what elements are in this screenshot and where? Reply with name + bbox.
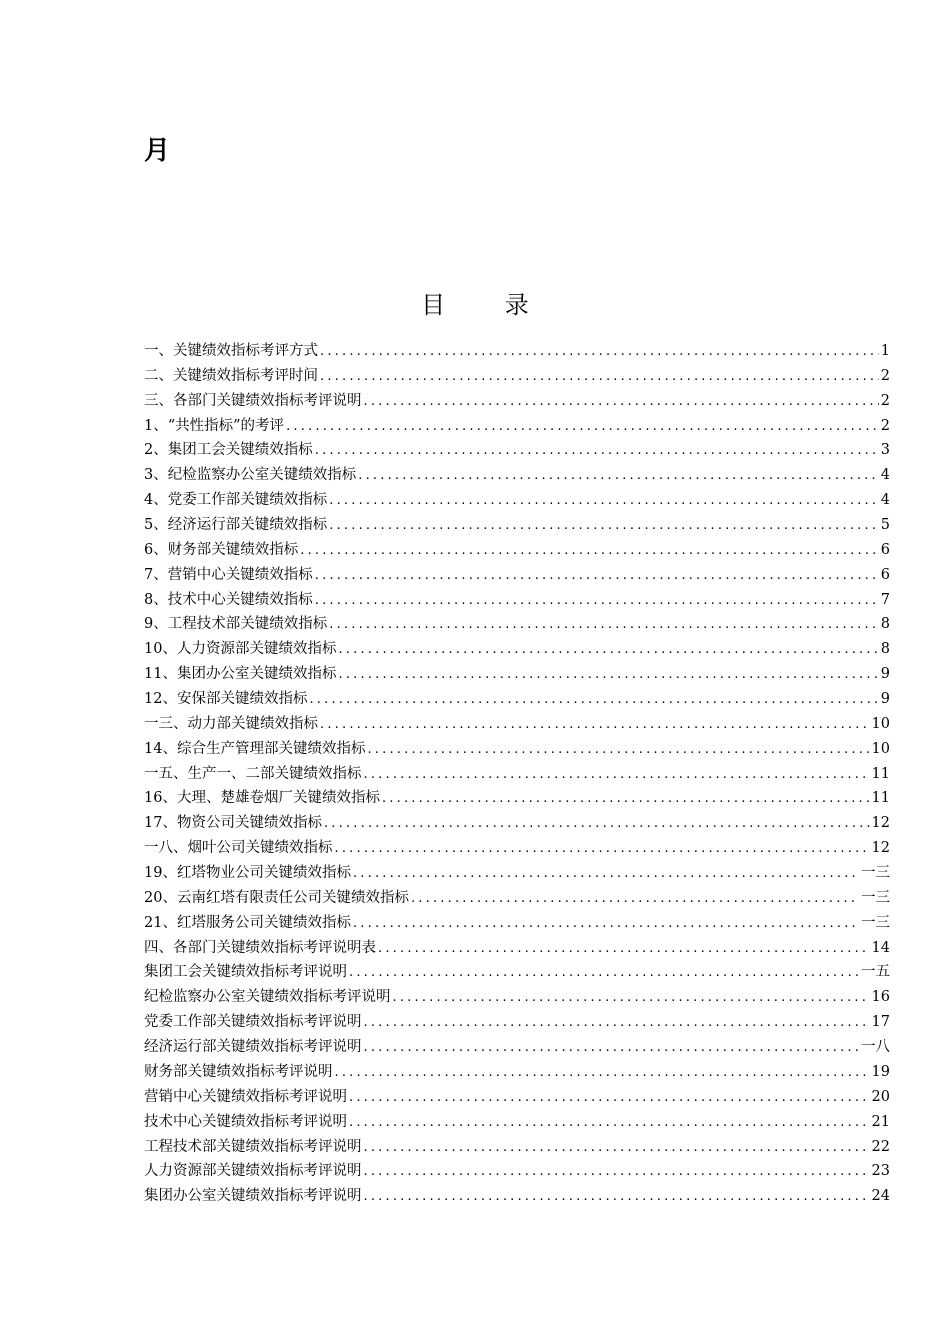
toc-entry-page-number: 14: [871, 939, 890, 956]
toc-dot-leader: [349, 1086, 870, 1110]
toc-dot-leader: [315, 439, 879, 463]
toc-entry-label: 一三、动力部关键绩效指标: [144, 715, 318, 732]
toc-entry[interactable]: [144, 612, 890, 637]
toc-entry[interactable]: [144, 637, 890, 662]
toc-entry-label: 20、云南红塔有限责任公司关键绩效指标: [144, 889, 409, 906]
toc-entry-label: 8、技术中心关键绩效指标: [144, 591, 313, 608]
toc-entry[interactable]: [144, 1060, 890, 1085]
toc-entry[interactable]: [144, 1159, 890, 1184]
toc-entry-page-number: 一八: [861, 1039, 890, 1056]
toc-entry-label: 集团工会关键绩效指标考评说明: [144, 964, 347, 981]
toc-entry-label: 5、经济运行部关键绩效指标: [144, 517, 328, 534]
toc-entry-page-number: 11: [871, 765, 890, 782]
toc-dot-leader: [335, 1061, 870, 1085]
toc-entry-label: 一、关键绩效指标考评方式: [144, 343, 318, 359]
toc-dot-leader: [320, 340, 879, 364]
toc-entry-label: 纪检监察办公室关键绩效指标考评说明: [144, 989, 391, 1006]
toc-entry[interactable]: [144, 1010, 890, 1035]
toc-entry-page-number: 1: [880, 343, 890, 359]
toc-dot-leader: [338, 638, 878, 662]
toc-entry-page-number: 5: [880, 517, 890, 534]
toc-entry-page-number: 16: [871, 989, 890, 1006]
toc-dot-leader: [349, 1111, 870, 1135]
toc-dot-leader: [364, 1036, 860, 1060]
toc-entry-label: 19、红塔物业公司关键绩效指标: [144, 865, 351, 882]
toc-entry-page-number: 6: [880, 566, 890, 583]
toc-entry-label: 党委工作部关键绩效指标考评说明: [144, 1014, 362, 1031]
toc-entry-page-number: 11: [871, 790, 890, 807]
toc-entry[interactable]: [144, 712, 890, 737]
toc-dot-leader: [329, 613, 879, 637]
toc-dot-leader: [335, 837, 870, 861]
toc-entry-page-number: 一三: [861, 889, 890, 906]
toc-entry-page-number: 22: [871, 1138, 890, 1155]
toc-dot-leader: [309, 688, 878, 712]
toc-entry-page-number: 9: [880, 666, 890, 683]
toc-dot-leader: [364, 763, 870, 787]
toc-entry-label: 14、综合生产管理部关键绩效指标: [144, 740, 366, 757]
toc-dot-leader: [286, 415, 879, 439]
toc-dot-leader: [364, 390, 879, 414]
toc-entry[interactable]: [144, 911, 890, 936]
toc-dot-leader: [378, 937, 870, 961]
toc-entry-label: 四、各部门关键绩效指标考评说明表: [144, 939, 376, 956]
toc-entry-page-number: 7: [880, 591, 890, 608]
toc-dot-leader: [324, 812, 870, 836]
toc-dot-leader: [364, 1011, 870, 1035]
toc-entry-label: 2、集团工会关键绩效指标: [144, 442, 313, 459]
toc-entry-page-number: 23: [871, 1163, 890, 1180]
toc-dot-leader: [338, 663, 878, 687]
toc-dot-leader: [315, 564, 879, 588]
toc-title: 目 录: [421, 291, 555, 319]
toc-entry-label: 1、“共性指标”的考评: [144, 417, 285, 434]
toc-entry[interactable]: [144, 836, 890, 861]
toc-entry[interactable]: [144, 538, 890, 563]
toc-entry[interactable]: [144, 463, 890, 488]
toc-entry-page-number: 10: [871, 740, 890, 757]
month-heading: 月: [144, 136, 171, 166]
toc-entry[interactable]: [144, 1085, 890, 1110]
toc-entry[interactable]: [144, 1135, 890, 1160]
toc-entry-label: 人力资源部关键绩效指标考评说明: [144, 1163, 362, 1180]
toc-dot-leader: [320, 365, 879, 389]
toc-entry-label: 技术中心关键绩效指标考评说明: [144, 1113, 347, 1130]
toc-entry-page-number: 8: [880, 616, 890, 633]
toc-dot-leader: [353, 912, 859, 936]
toc-entry[interactable]: [144, 687, 890, 712]
toc-entry-page-number: 一五: [861, 964, 890, 981]
toc-dot-leader: [320, 713, 870, 737]
toc-dot-leader: [411, 887, 859, 911]
toc-entry[interactable]: [144, 886, 890, 911]
toc-entry-label: 3、纪检监察办公室关键绩效指标: [144, 467, 357, 484]
toc-entry-page-number: 12: [871, 840, 890, 857]
toc-entry[interactable]: [144, 960, 890, 985]
toc-entry-label: 一五、生产一、二部关键绩效指标: [144, 765, 362, 782]
toc-dot-leader: [329, 514, 879, 538]
toc-entry[interactable]: [144, 662, 890, 687]
toc-entry-page-number: 2: [880, 367, 890, 384]
toc-entry[interactable]: [144, 1035, 890, 1060]
toc-entry-page-number: 21: [871, 1113, 890, 1130]
toc-entry-label: 工程技术部关键绩效指标考评说明: [144, 1138, 362, 1155]
toc-dot-leader: [300, 539, 879, 563]
toc-entry-label: 二、关键绩效指标考评时间: [144, 367, 318, 384]
toc-entry[interactable]: [144, 438, 890, 463]
toc-entry-label: 一八、烟叶公司关键绩效指标: [144, 840, 333, 857]
toc-entry-label: 财务部关键绩效指标考评说明: [144, 1063, 333, 1080]
toc-entry-page-number: 6: [880, 541, 890, 558]
toc-entry[interactable]: [144, 737, 890, 762]
toc-entry-label: 6、财务部关键绩效指标: [144, 541, 299, 558]
toc-dot-leader: [364, 1136, 870, 1160]
toc-entry[interactable]: [144, 414, 890, 439]
toc-entry[interactable]: [144, 811, 890, 836]
toc-entry-label: 21、红塔服务公司关键绩效指标: [144, 914, 351, 931]
toc-entry-page-number: 12: [871, 815, 890, 832]
toc-entry-page-number: 10: [871, 715, 890, 732]
toc-entry-label: 17、物资公司关键绩效指标: [144, 815, 322, 832]
toc-entry-page-number: 3: [880, 442, 890, 459]
toc-entry[interactable]: [144, 1184, 890, 1209]
toc-entry[interactable]: [144, 1110, 890, 1135]
toc-entry-page-number: 19: [871, 1063, 890, 1080]
toc-entry[interactable]: [144, 513, 890, 538]
toc-entry[interactable]: [144, 985, 890, 1010]
toc-entry-page-number: 17: [871, 1014, 890, 1031]
toc-entry[interactable]: [144, 339, 890, 364]
toc-dot-leader: [358, 464, 879, 488]
toc-dot-leader: [329, 489, 879, 513]
toc-entry-page-number: 2: [880, 392, 890, 409]
toc-entry[interactable]: [144, 786, 890, 811]
toc-entry-page-number: 2: [880, 417, 890, 434]
toc-entry[interactable]: [144, 488, 890, 513]
toc-dot-leader: [367, 738, 869, 762]
toc-entry-label: 4、党委工作部关键绩效指标: [144, 492, 328, 509]
toc-entry[interactable]: [144, 936, 890, 961]
toc-entry-page-number: 9: [880, 691, 890, 708]
toc-dot-leader: [382, 787, 870, 811]
toc-entry[interactable]: [144, 861, 890, 886]
toc-entry[interactable]: [144, 364, 890, 389]
toc-entry-label: 经济运行部关键绩效指标考评说明: [144, 1039, 362, 1056]
toc-entry-label: 营销中心关键绩效指标考评说明: [144, 1088, 347, 1105]
toc-entry-label: 7、营销中心关键绩效指标: [144, 566, 313, 583]
toc-entry[interactable]: [144, 389, 890, 414]
toc-entry-label: 12、安保部关键绩效指标: [144, 691, 308, 708]
toc-entry-page-number: 4: [880, 492, 890, 509]
toc-entry[interactable]: [144, 563, 890, 588]
toc-entry-label: 三、各部门关键绩效指标考评说明: [144, 392, 362, 409]
toc-entry-page-number: 一三: [861, 914, 890, 931]
toc-entry-page-number: 20: [871, 1088, 890, 1105]
toc-entry-label: 10、人力资源部关键绩效指标: [144, 641, 337, 658]
toc-dot-leader: [353, 862, 859, 886]
toc-entry-page-number: 4: [880, 467, 890, 484]
toc-entry-page-number: 24: [871, 1188, 890, 1205]
toc-entry-page-number: 8: [880, 641, 890, 658]
toc-entry-label: 集团办公室关键绩效指标考评说明: [144, 1188, 362, 1205]
toc-dot-leader: [315, 589, 879, 613]
toc-dot-leader: [364, 1160, 870, 1184]
toc-entry-label: 9、工程技术部关键绩效指标: [144, 616, 328, 633]
toc-dot-leader: [349, 961, 859, 985]
toc-entry[interactable]: [144, 588, 890, 613]
toc-entry-page-number: 一三: [861, 865, 890, 882]
toc-list: [144, 339, 890, 1209]
toc-entry-label: 16、大理、楚雄卷烟厂关键绩效指标: [144, 790, 380, 807]
toc-entry-label: 11、集团办公室关键绩效指标: [144, 666, 337, 683]
toc-dot-leader: [364, 1185, 870, 1209]
toc-dot-leader: [393, 986, 870, 1010]
toc-entry[interactable]: [144, 762, 890, 787]
